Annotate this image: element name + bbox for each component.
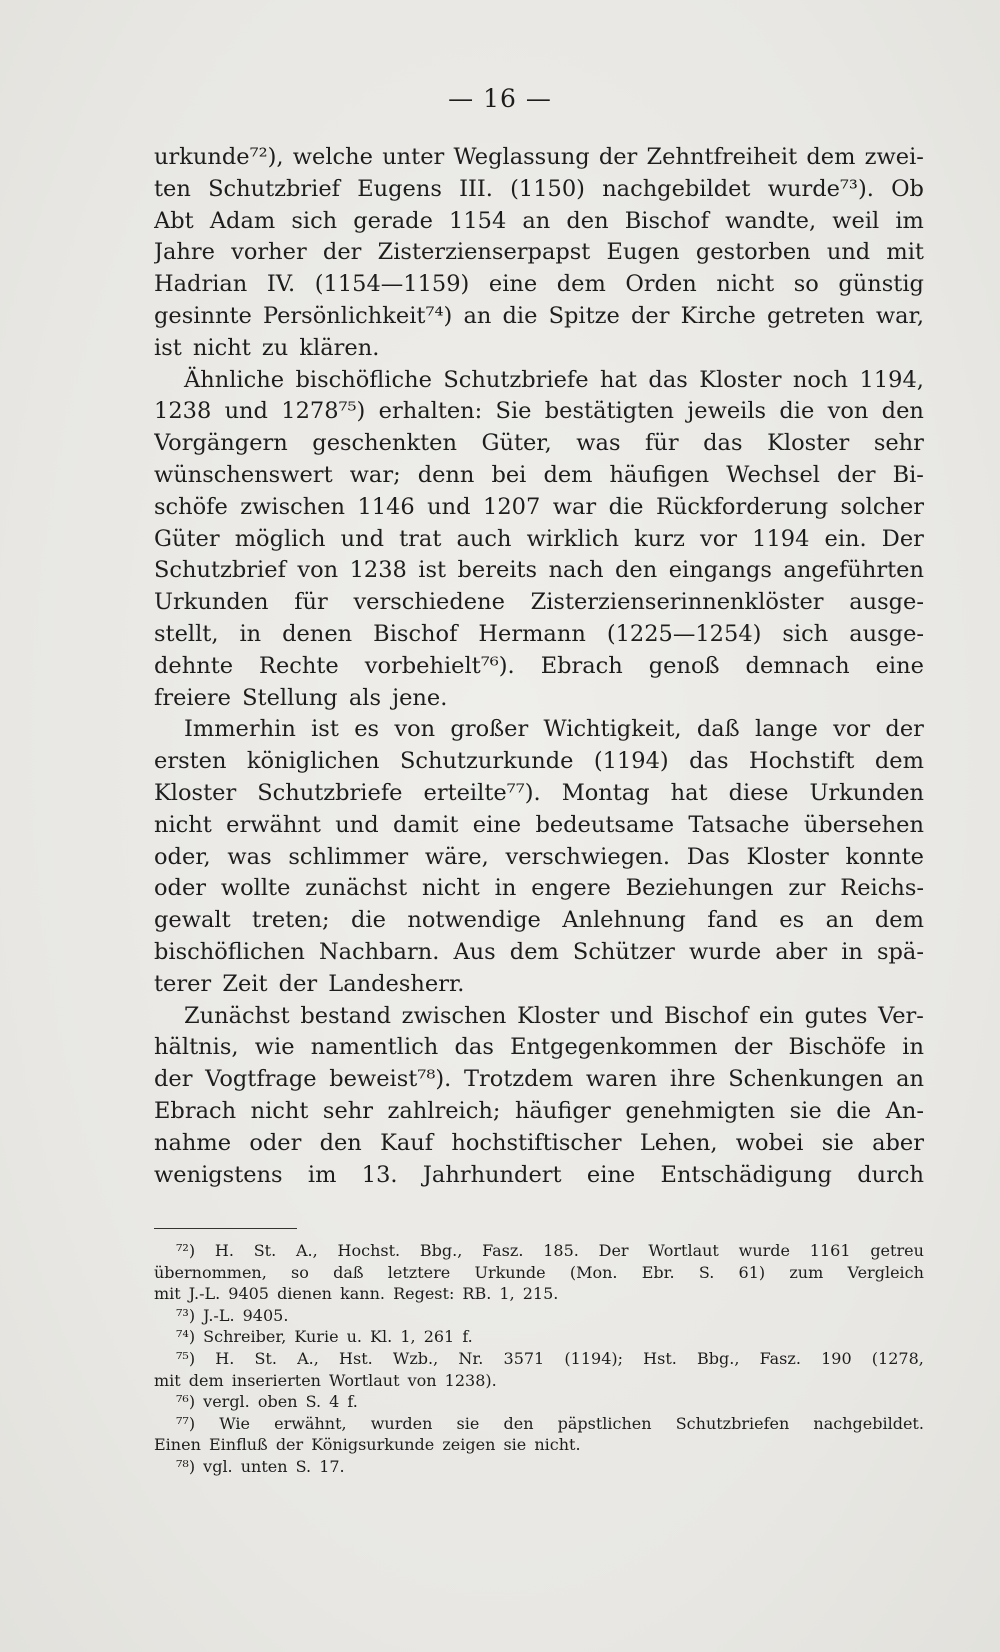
text-line: Hadrian IV. (1154—1159) eine dem Orden nicht so günstig	[154, 271, 924, 298]
text-line: nicht erwähnt und damit eine bedeutsame Tatsache übersehen	[154, 811, 924, 838]
text-line: gesinnte Persönlichkeit⁷⁴) an die Spitze der Kirche getreten war,	[154, 302, 924, 329]
text-line: terer Zeit der Landesherr.	[154, 970, 465, 997]
footnote-line: übernommen, so daß letztere Urkunde (Mon. Ebr. S. 61) zum Vergleich	[154, 1262, 924, 1282]
page-number: — 16 —	[448, 84, 552, 113]
text-line: Schutzbrief von 1238 ist bereits nach den eingangs angeführten	[154, 557, 924, 584]
text-line: Immerhin ist es von großer Wichtigkeit, daß lange vor der	[184, 716, 924, 743]
text-line: Kloster Schutzbriefe erteilte⁷⁷). Montag hat diese Urkunden	[154, 779, 924, 806]
text-line: ten Schutzbrief Eugens III. (1150) nachgebildet wurde⁷³). Ob	[154, 175, 924, 202]
footnote-line: mit dem inserierten Wortlaut von 1238).	[154, 1370, 497, 1390]
text-line: nahme oder den Kauf hochstiftischer Lehen, wobei sie aber	[154, 1129, 924, 1156]
footnote-line: ⁷⁷) Wie erwähnt, wurden sie den päpstlichen Schutzbriefen nachgebildet.	[176, 1413, 924, 1433]
text-line: hältnis, wie namentlich das Entgegenkommen der Bischöfe in	[154, 1034, 924, 1061]
text-line: Ähnliche bischöfliche Schutzbriefe hat das Kloster noch 1194,	[184, 366, 924, 393]
text-line: 1238 und 1278⁷⁵) erhalten: Sie bestätigten jeweils die von den	[154, 398, 924, 425]
text-line: freiere Stellung als jene.	[154, 684, 448, 711]
footnote-line: ⁷⁶) vergl. oben S. 4 f.	[176, 1392, 358, 1412]
text-line: stellt, in denen Bischof Hermann (1225—1254) sich ausge-	[154, 620, 924, 647]
text-line: schöfe zwischen 1146 und 1207 war die Rückforderung solcher	[154, 493, 924, 520]
text-line: oder, was schlimmer wäre, verschwiegen. Das Kloster konnte	[154, 843, 924, 870]
text-line: oder wollte zunächst nicht in engere Beziehungen zur Reichs-	[154, 875, 924, 902]
text-line: dehnte Rechte vorbehielt⁷⁶). Ebrach genoß demnach eine	[154, 652, 924, 679]
text-line: Ebrach nicht sehr zahlreich; häufiger genehmigten sie die An-	[154, 1097, 924, 1124]
text-line: der Vogtfrage beweist⁷⁸). Trotzdem waren ihre Schenkungen an	[154, 1066, 924, 1093]
footnote-line: mit J.-L. 9405 dienen kann. Regest: RB. 1, 215.	[154, 1284, 559, 1304]
footnote-line: ⁷⁸) vgl. unten S. 17.	[176, 1456, 345, 1476]
text-line: wünschenswert war; denn bei dem häufigen Wechsel der Bi-	[154, 461, 924, 488]
footnote-rule	[154, 1228, 297, 1229]
text-line: Urkunden für verschiedene Zisterzienserinnenklöster ausge-	[154, 589, 924, 616]
footnote-line: ⁷⁴) Schreiber, Kurie u. Kl. 1, 261 f.	[176, 1327, 473, 1347]
footnote-line: ⁷³) J.-L. 9405.	[176, 1305, 289, 1325]
footnote-line: ⁷⁵) H. St. A., Hst. Wzb., Nr. 3571 (1194); Hst. Bbg., Fasz. 190 (1278,	[176, 1348, 924, 1368]
text-line: Abt Adam sich gerade 1154 an den Bischof wandte, weil im	[154, 207, 924, 234]
body-text	[154, 142, 924, 1191]
text-line: bischöflichen Nachbarn. Aus dem Schützer wurde aber in spä-	[154, 938, 924, 965]
text-line: ist nicht zu klären.	[154, 334, 380, 361]
footnote-line: Einen Einfluß der Königsurkunde zeigen sie nicht.	[154, 1435, 581, 1455]
text-line: Jahre vorher der Zisterzienserpapst Eugen gestorben und mit	[154, 239, 924, 266]
footnote-line: ⁷²) H. St. A., Hochst. Bbg., Fasz. 185. Der Wortlaut wurde 1161 getreu	[176, 1241, 924, 1260]
text-line: urkunde⁷²), welche unter Weglassung der Zehntfreiheit dem zwei-	[154, 144, 924, 170]
text-line: Güter möglich und trat auch wirklich kurz vor 1194 ein. Der	[154, 525, 924, 552]
text-line: wenigstens im 13. Jahrhundert eine Entschädigung durch	[154, 1161, 924, 1188]
text-line: gewalt treten; die notwendige Anlehnung fand es an dem	[154, 907, 924, 934]
text-line: Vorgängern geschenkten Güter, was für das Kloster sehr	[154, 430, 924, 457]
text-line: Zunächst bestand zwischen Kloster und Bischof ein gutes Ver-	[184, 1002, 924, 1029]
footnotes	[154, 1240, 924, 1478]
text-line: ersten königlichen Schutzurkunde (1194) das Hochstift dem	[154, 748, 924, 775]
